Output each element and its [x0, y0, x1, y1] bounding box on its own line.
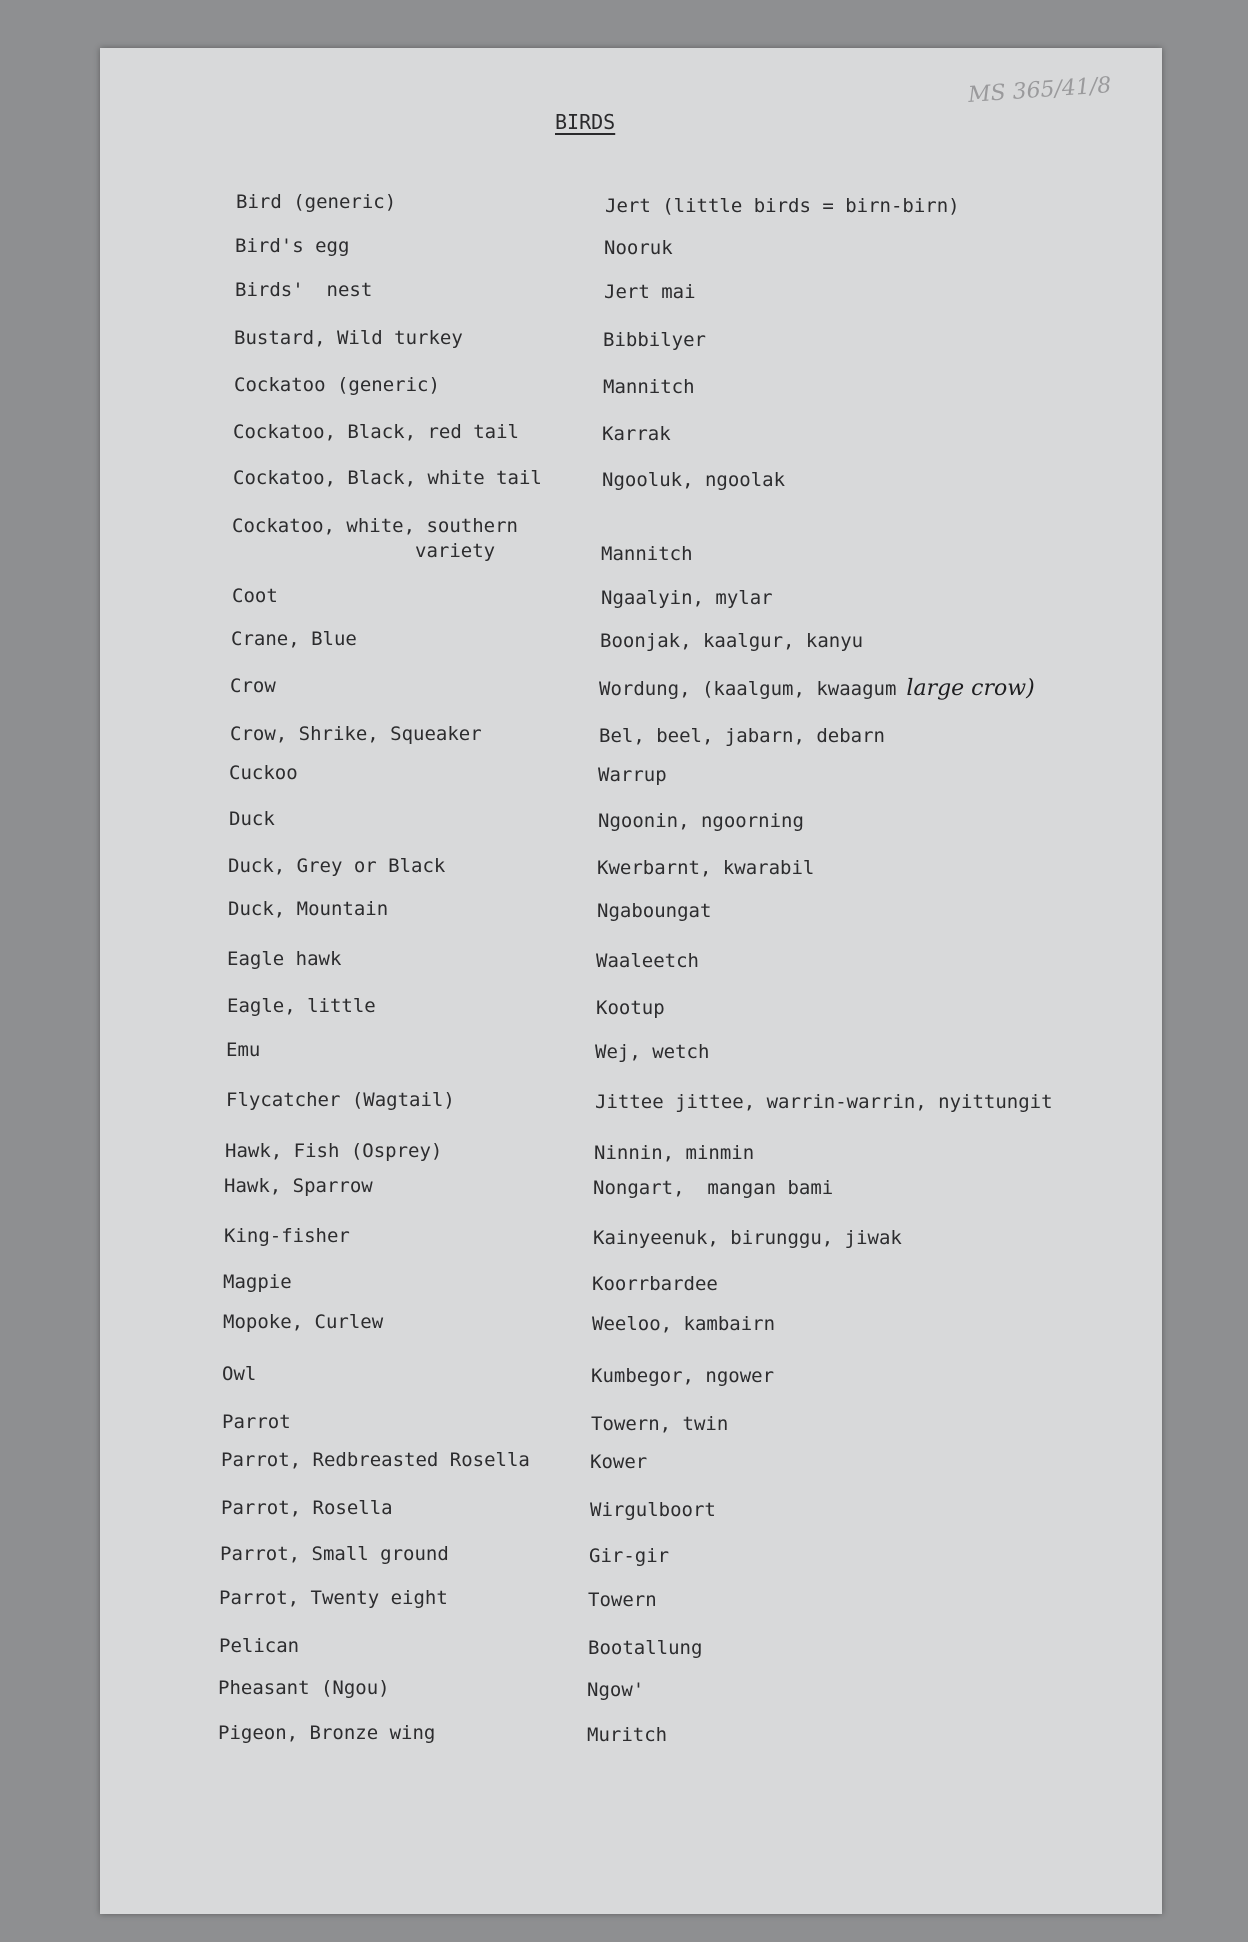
- aboriginal-term-text: Weeloo, kambairn: [592, 1313, 776, 1335]
- aboriginal-term: [595, 1090, 1053, 1115]
- aboriginal-term-text: Warrup: [598, 764, 667, 786]
- aboriginal-term-text: Towern, twin: [591, 1413, 729, 1435]
- aboriginal-term-text: Towern: [588, 1589, 657, 1611]
- english-term: Birds' nest: [235, 279, 373, 301]
- entry-row: [100, 584, 1162, 624]
- english-term: Crane, Blue: [231, 628, 357, 650]
- aboriginal-term-text: Jert mai: [604, 281, 696, 303]
- aboriginal-term: [587, 1678, 644, 1703]
- english-term: Parrot: [222, 1411, 291, 1433]
- entry-row: [100, 278, 1162, 318]
- english-term: Pheasant (Ngou): [218, 1677, 390, 1699]
- aboriginal-term-text: Waaleetch: [596, 950, 699, 972]
- english-term: Parrot, Small ground: [220, 1543, 449, 1565]
- entry-row: [100, 326, 1162, 366]
- aboriginal-term: [603, 375, 695, 400]
- english-term: Parrot, Twenty eight: [219, 1587, 448, 1609]
- english-term: Duck, Mountain: [228, 898, 389, 920]
- aboriginal-term-text: Jert (little birds = birn-birn): [605, 195, 960, 217]
- entry-row: [100, 947, 1162, 987]
- entry-row: [100, 761, 1162, 801]
- entry-row: [100, 1270, 1162, 1310]
- entry-row: [100, 807, 1162, 847]
- entry-row: [100, 1139, 1162, 1179]
- aboriginal-term: [590, 1498, 716, 1523]
- entry-row: [100, 373, 1162, 413]
- aboriginal-term-text: Ngow': [587, 1679, 645, 1701]
- aboriginal-term-text: Ngaalyin, mylar: [601, 587, 773, 609]
- archive-reference: MS 365/41/8: [967, 73, 1113, 108]
- aboriginal-term: [600, 629, 863, 654]
- aboriginal-term: [593, 1226, 902, 1251]
- entry-row: [100, 514, 1162, 565]
- entry-row: [100, 854, 1162, 894]
- aboriginal-term: [598, 763, 667, 788]
- entry-row: [100, 1634, 1162, 1674]
- english-term: Owl: [222, 1363, 257, 1385]
- aboriginal-term-text: Mannitch: [603, 376, 695, 398]
- entry-row: [100, 1038, 1162, 1078]
- english-term: Pelican: [219, 1635, 300, 1657]
- aboriginal-term-text: Nongart, mangan bami: [593, 1177, 834, 1199]
- aboriginal-term-text: Nooruk: [604, 237, 673, 259]
- english-term: Eagle hawk: [227, 948, 342, 970]
- english-term: Crow, Shrike, Squeaker: [230, 723, 482, 745]
- entry-row: [100, 674, 1162, 714]
- aboriginal-term: [595, 1040, 709, 1065]
- aboriginal-term-text: Boonjak, kaalgur, kanyu: [600, 630, 864, 652]
- aboriginal-term-text: Jittee jittee, warrin-warrin, nyittungit: [595, 1091, 1053, 1113]
- aboriginal-term: [596, 949, 699, 974]
- english-term: Mopoke, Curlew: [223, 1311, 384, 1333]
- aboriginal-term-text: Gir-gir: [589, 1545, 670, 1567]
- aboriginal-term-text: Kootup: [596, 997, 665, 1019]
- english-term: Eagle, little: [227, 995, 376, 1017]
- entry-row: [100, 722, 1162, 762]
- aboriginal-term-text: Bel, beel, jabarn, debarn: [599, 725, 885, 747]
- english-term: Cockatoo, Black, white tail: [233, 467, 542, 489]
- english-term: King-fisher: [224, 1225, 350, 1247]
- aboriginal-term-text: Mannitch: [601, 543, 693, 565]
- entry-row: [100, 1224, 1162, 1264]
- aboriginal-term: [602, 422, 671, 447]
- aboriginal-term: [594, 1141, 754, 1166]
- aboriginal-term: [598, 809, 804, 834]
- aboriginal-term: [601, 586, 773, 611]
- aboriginal-term-text: Wirgulboort: [590, 1499, 716, 1521]
- aboriginal-term: [593, 1176, 833, 1201]
- entry-row: [100, 466, 1162, 506]
- english-term: Crow: [230, 675, 276, 697]
- entry-row: [100, 1410, 1162, 1450]
- entry-row: [100, 994, 1162, 1034]
- handwritten-note: large crow): [906, 676, 1035, 701]
- english-term: Magpie: [223, 1271, 292, 1293]
- aboriginal-term-text: Ninnin, minmin: [594, 1142, 755, 1164]
- english-term: Cockatoo, white, southern variety: [232, 515, 518, 562]
- english-term: Flycatcher (Wagtail): [226, 1089, 455, 1111]
- aboriginal-term: [591, 1364, 774, 1389]
- entry-row: [100, 420, 1162, 460]
- aboriginal-term-text: Ngaboungat: [597, 900, 712, 922]
- entry-row: [100, 1174, 1162, 1214]
- aboriginal-term: [590, 1450, 647, 1475]
- english-term: Cuckoo: [229, 762, 298, 784]
- aboriginal-term-text: Kwerbarnt, kwarabil: [597, 857, 815, 879]
- aboriginal-term-text: Ngoonin, ngoorning: [598, 810, 804, 832]
- aboriginal-term: [587, 1723, 667, 1748]
- aboriginal-term: [589, 1544, 669, 1569]
- page-title: BIRDS: [555, 110, 616, 134]
- aboriginal-term-text: Bibbilyer: [603, 329, 706, 351]
- english-term: Bird (generic): [236, 191, 397, 213]
- english-term: Parrot, Redbreasted Rosella: [221, 1449, 530, 1471]
- entry-row: [100, 1496, 1162, 1536]
- aboriginal-term: [602, 468, 785, 493]
- english-term: Cockatoo, Black, red tail: [233, 421, 519, 443]
- entry-row: [100, 1586, 1162, 1626]
- aboriginal-term-text: Karrak: [602, 423, 671, 445]
- aboriginal-term: [592, 1272, 718, 1297]
- aboriginal-term-text: Ngooluk, ngoolak: [602, 469, 786, 491]
- aboriginal-term-text: Bootallung: [588, 1637, 703, 1659]
- english-term: Pigeon, Bronze wing: [218, 1722, 436, 1744]
- aboriginal-term: [599, 676, 1035, 702]
- aboriginal-term: [599, 724, 885, 749]
- aboriginal-term: [588, 1588, 657, 1613]
- english-term: Hawk, Sparrow: [224, 1175, 373, 1197]
- english-term: Cockatoo (generic): [234, 374, 440, 396]
- entry-row: [100, 1542, 1162, 1582]
- entry-row: [100, 1362, 1162, 1402]
- english-term: Duck, Grey or Black: [228, 855, 446, 877]
- entry-row: [100, 1676, 1162, 1716]
- aboriginal-term: [597, 856, 814, 881]
- entry-row: [100, 190, 1162, 230]
- english-term: Coot: [232, 585, 278, 607]
- document-page: [100, 48, 1162, 1914]
- english-term: Bustard, Wild turkey: [234, 327, 463, 349]
- aboriginal-term-text: Kainyeenuk, birunggu, jiwak: [593, 1227, 902, 1249]
- aboriginal-term: [597, 899, 711, 924]
- aboriginal-term-text: Wej, wetch: [595, 1041, 710, 1063]
- entry-row: [100, 1088, 1162, 1128]
- english-term: Hawk, Fish (Osprey): [225, 1140, 443, 1162]
- english-term: Parrot, Rosella: [221, 1497, 393, 1519]
- entry-row: [100, 1448, 1162, 1488]
- aboriginal-term: [588, 1636, 702, 1661]
- entry-row: [100, 897, 1162, 937]
- aboriginal-term-text: Kumbegor, ngower: [591, 1365, 775, 1387]
- aboriginal-term: [591, 1412, 728, 1437]
- aboriginal-term-text: Koorrbardee: [592, 1273, 718, 1295]
- entry-row: [100, 1310, 1162, 1350]
- entry-row: [100, 1721, 1162, 1761]
- english-term: Bird's egg: [235, 235, 350, 257]
- aboriginal-term: [603, 328, 706, 353]
- aboriginal-term: [605, 194, 960, 219]
- english-term: Duck: [229, 808, 275, 830]
- aboriginal-term-text: Kower: [590, 1451, 648, 1473]
- aboriginal-term: [604, 236, 673, 261]
- aboriginal-term: [592, 1312, 775, 1337]
- entry-row: [100, 627, 1162, 667]
- aboriginal-term-text: Wordung, (kaalgum, kwaagum: [599, 678, 897, 700]
- aboriginal-term: [601, 542, 693, 567]
- entry-row: [100, 234, 1162, 274]
- aboriginal-term-text: Muritch: [587, 1724, 668, 1746]
- english-term: Emu: [226, 1039, 261, 1061]
- aboriginal-term: [604, 280, 696, 305]
- aboriginal-term: [596, 996, 665, 1021]
